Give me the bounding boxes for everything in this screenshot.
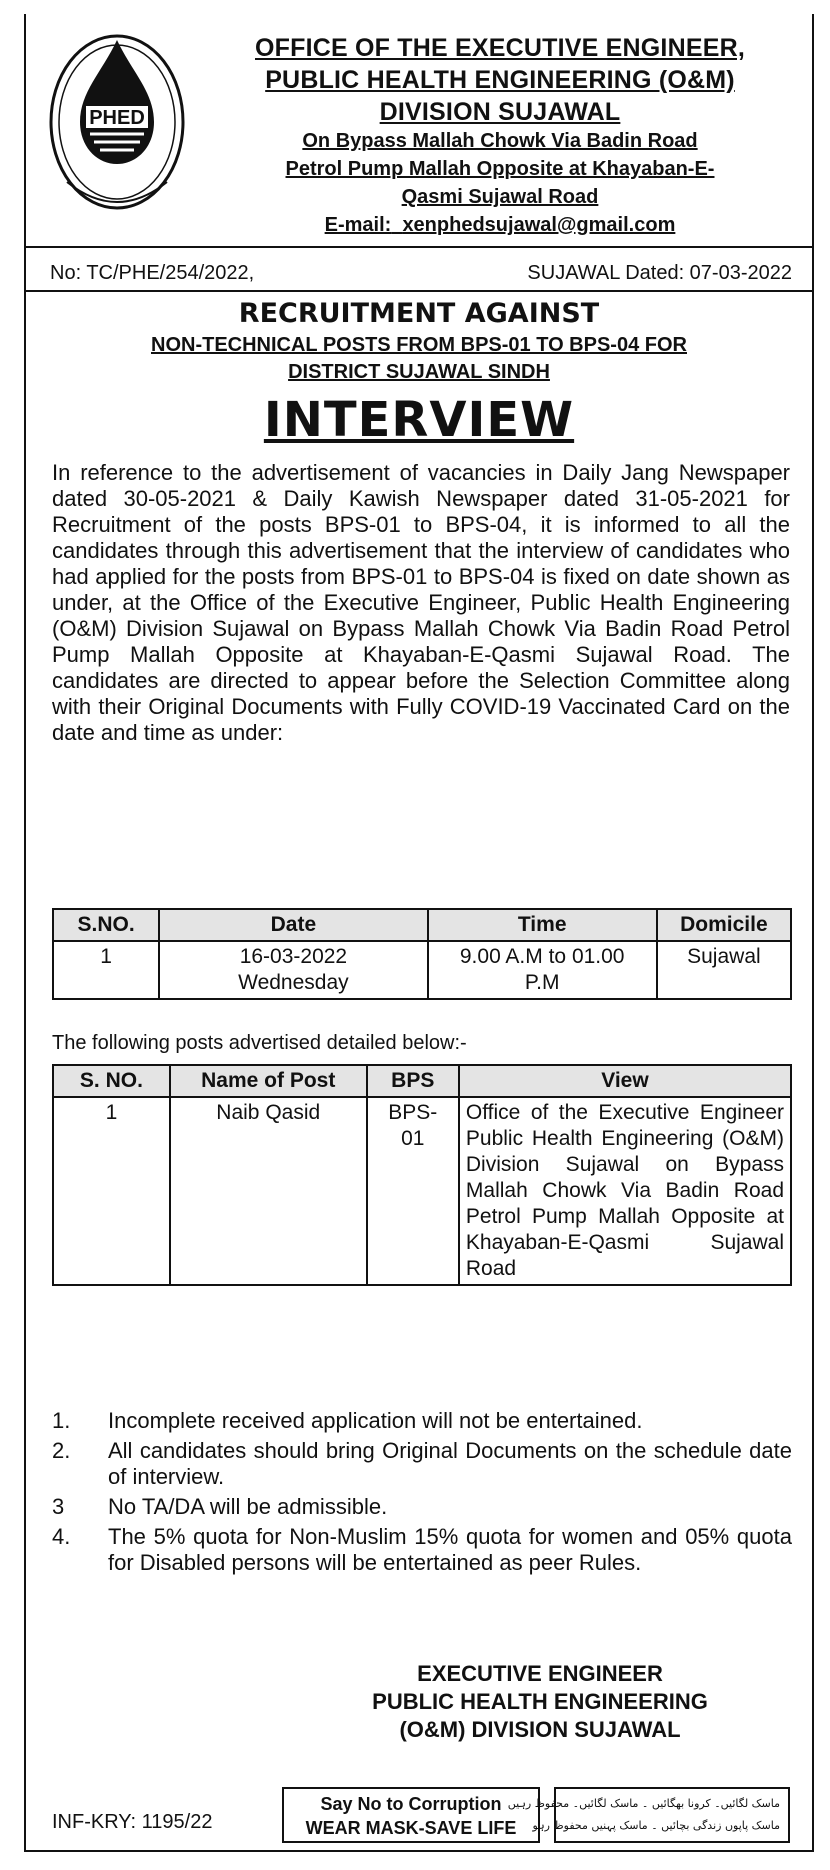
item-text: The 5% quota for Non-Muslim 15% quota for women and 05% quota for Disabled persons will be entertained as peer Rules. [108, 1524, 792, 1575]
cell-sno: 1 [53, 1097, 170, 1285]
item-text: No TA/DA will be admissible. [108, 1494, 388, 1519]
list-item [52, 1408, 792, 1434]
logo-text: PHED [89, 107, 145, 129]
header-post: Name of Post [170, 1065, 367, 1097]
header-time: Time [428, 909, 657, 941]
date-value: 16-03-2022 [239, 945, 348, 968]
cell-bps [367, 1097, 459, 1285]
place-date: SUJAWAL Dated: 07-03-2022 [527, 262, 792, 284]
email-line [210, 214, 790, 237]
posts-heading-line-1: NON-TECHNICAL POSTS FROM BPS-01 TO BPS-04 FOR [151, 334, 687, 356]
urdu-line-2: ماسک پاپوں زندگی بچائیں ۔ ماسک پہنیں محفوظ رہو [532, 1819, 780, 1832]
header-sno: S.NO. [53, 909, 159, 941]
address-line-3: Qasmi Sujawal Road [401, 186, 599, 208]
signature-department: PUBLIC HEALTH ENGINEERING [372, 1689, 708, 1714]
signature-division: (O&M) DIVISION SUJAWAL [399, 1717, 681, 1742]
bps-value-1: BPS- [388, 1101, 438, 1124]
cell-post: Naib Qasid [170, 1097, 367, 1285]
item-text: Incomplete received application will not be entertained. [108, 1408, 643, 1433]
posts-table [52, 1064, 792, 1286]
slogan-line-2: WEAR MASK-SAVE LIFE [305, 1818, 517, 1838]
bps-value-2: 01 [401, 1127, 425, 1150]
table-row [53, 1097, 791, 1285]
signature-block [280, 1660, 800, 1744]
body-paragraph: In reference to the advertisement of vacancies in Daily Jang Newspaper dated 30-05-2021 & Daily Kawish Newspaper dated 31-05-2021 for Recruitment of the posts BPS-01 to BPS-04, it is informed to all the candidates through this advertisement that the interview of candidates who had applied for the posts from BPS-01 to BPS-04 is fixed on date shown as under, at the Office of the Executive Engineer, Public Health Engineering (O&M) Division Sujawal on Bypass Mallah Chowk Via Badin Road Petrol Pump Mallah Opposite at Khayaban-E-Qasmi Sujawal Road. The candidates are directed to appear before the Selection Committee along with their Original Documents with Fully COVID-19 Vaccinated Card on the date and time as under: [52, 460, 790, 745]
address-line-1: On Bypass Mallah Chowk Via Badin Road [302, 130, 698, 152]
urdu-slogan-box [507, 1787, 790, 1843]
item-number: 1. [52, 1408, 71, 1433]
reference-number: No: TC/PHE/254/2022, [50, 262, 255, 284]
signature-title: EXECUTIVE ENGINEER [417, 1661, 663, 1686]
posts-intro: The following posts advertised detailed below:- [52, 1032, 467, 1054]
schedule-table [52, 908, 792, 1000]
office-title: OFFICE OF THE EXECUTIVE ENGINEER, [255, 34, 745, 62]
cell-domicile: Sujawal [657, 941, 791, 999]
division-title: DIVISION SUJAWAL [379, 98, 621, 126]
header-view: View [459, 1065, 791, 1097]
time-value-2: P.M [524, 971, 560, 994]
cell-view: Office of the Executive Engineer Public Health Engineering (O&M) Division Sujawal on Bypass Mallah Chowk Via Badin Road Petrol Pump Mallah Opposite at Khayaban-E-Qasmi Sujawal Road [459, 1097, 791, 1285]
interview-title: INTERVIEW [263, 392, 575, 448]
urdu-slogan [507, 1789, 788, 1841]
table-row [53, 941, 791, 999]
address-line-2: Petrol Pump Mallah Opposite at Khayaban-E- [285, 158, 715, 180]
table-header-row [53, 909, 791, 941]
item-text: All candidates should bring Original Documents on the schedule date of interview. [108, 1438, 792, 1489]
day-value: Wednesday [238, 971, 349, 994]
conditions-list [52, 1408, 792, 1580]
table-header-row [53, 1065, 791, 1097]
slogan-line-1: Say No to Corruption [320, 1794, 502, 1814]
header-sno: S. NO. [53, 1065, 170, 1097]
item-number: 3 [52, 1494, 65, 1519]
divider [26, 290, 812, 292]
list-item [52, 1494, 792, 1520]
urdu-line-1: ماسک لگائیں۔ کرونا بھگائیں ۔ ماسک لگائیں۔ محفوظ رہیں [507, 1797, 780, 1810]
email-address: xenphedsujawal@gmail.com [402, 214, 676, 236]
cell-sno: 1 [53, 941, 159, 999]
item-number: 2. [52, 1438, 71, 1463]
header-date: Date [159, 909, 427, 941]
email-label: E-mail: [324, 214, 392, 236]
phed-logo [42, 22, 192, 222]
slogan-box [282, 1787, 540, 1843]
department-title: PUBLIC HEALTH ENGINEERING (O&M) [265, 66, 735, 94]
list-item [52, 1524, 792, 1576]
cell-date [159, 941, 427, 999]
item-number: 4. [52, 1524, 71, 1549]
list-item [52, 1438, 792, 1490]
divider [26, 246, 812, 248]
cell-time [428, 941, 657, 999]
inf-number: INF-KRY: 1195/22 [52, 1811, 213, 1833]
recruitment-heading: RECRUITMENT AGAINST [238, 298, 600, 329]
header-domicile: Domicile [657, 909, 791, 941]
posts-heading-line-2: DISTRICT SUJAWAL SINDH [288, 361, 550, 383]
time-value-1: 9.00 A.M to 01.00 [459, 945, 625, 968]
header-bps: BPS [367, 1065, 459, 1097]
